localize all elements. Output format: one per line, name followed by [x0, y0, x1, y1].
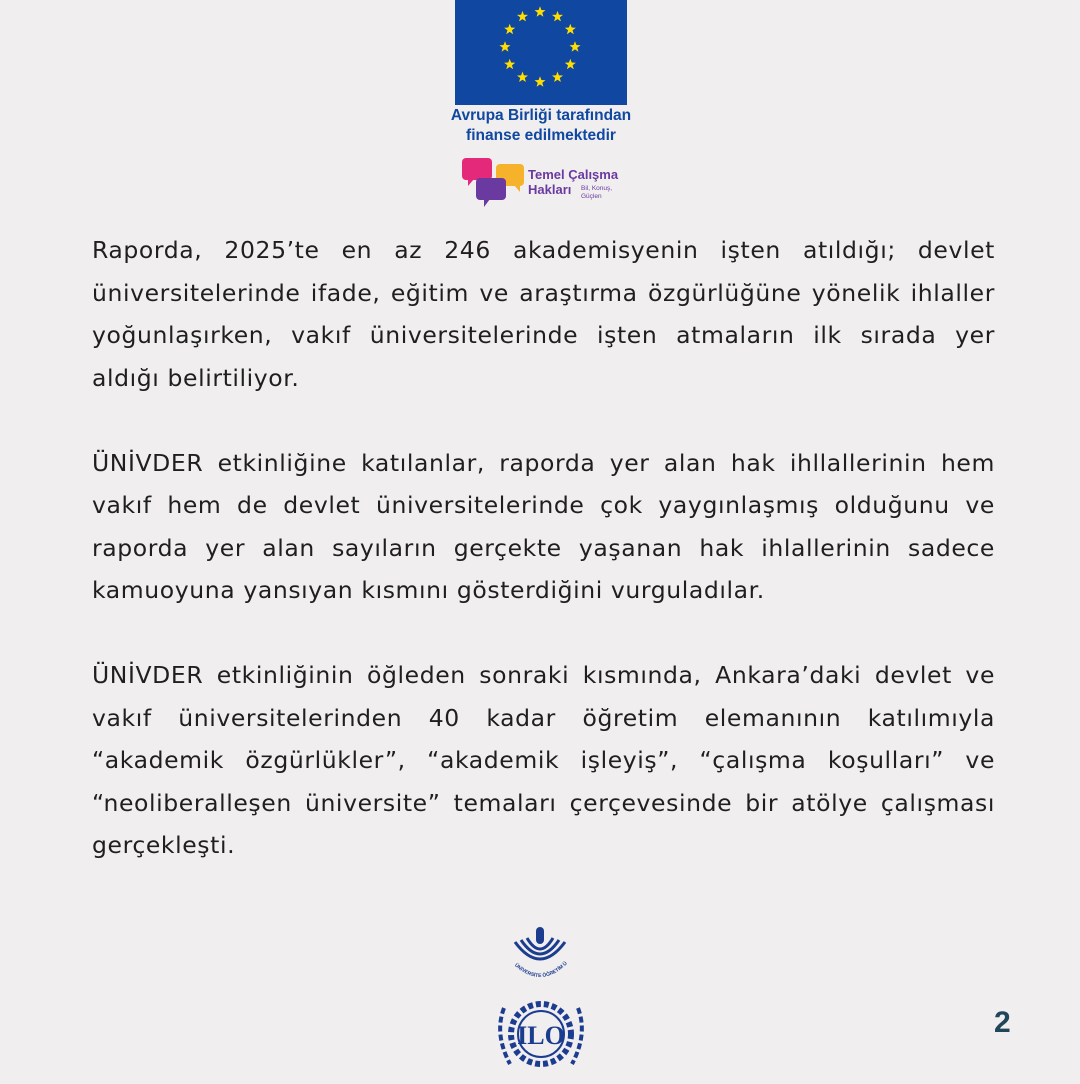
temel-calisma-haklari-logo: [460, 154, 630, 210]
eu-star-icon: [569, 41, 580, 51]
eu-funding-caption: [400, 106, 682, 146]
eu-caption-line1: Avrupa Birliği tarafından: [450, 107, 632, 124]
eu-star-icon: [517, 11, 528, 21]
article-body: [92, 229, 995, 867]
ilo-logo-icon: [490, 988, 592, 1080]
eu-star-icon: [534, 76, 545, 86]
eu-caption-line2: finanse edilmektedir: [466, 127, 616, 144]
eu-star-icon: [534, 6, 545, 16]
eu-star-icon: [565, 24, 576, 34]
univder-logo-icon: [505, 924, 575, 986]
ilo-logo-text: ILO: [517, 1021, 565, 1050]
eu-flag-icon: [455, 0, 627, 105]
paragraph: ÜNİVDER etkinliğine katılanlar, raporda yer alan hak ihllallerinin hem vakıf hem de devlet üniversitelerinde çok yaygınlaşmış olduğunu ve raporda yer alan sayıların gerçekte yaşanan hak ihlallerinin sadece kamuoyuna yansıyan kısmını gösterdiğini vurguladılar.: [92, 448, 995, 604]
eu-star-icon: [565, 59, 576, 69]
eu-star-icon: [499, 41, 510, 51]
page-number: 2: [994, 1006, 1011, 1039]
partner-title-line2: Hakları: [528, 182, 572, 197]
paragraph: Raporda, 2025’te en az 246 akademisyenin işten atıldığı; devlet üniversitelerinde ifade, eğitim ve araştırma özgürlüğüne yönelik ihlaller yoğunlaşırken, vakıf üniversitelerinde işten atmaların ilk sırada yer aldığı belirtiliyor.: [92, 236, 995, 392]
partner-title-line1: Temel Çalışma: [528, 167, 619, 182]
eu-star-icon: [552, 11, 563, 21]
eu-star-icon: [504, 24, 515, 34]
eu-star-icon: [552, 72, 563, 82]
speech-bubbles-icon: [460, 154, 526, 210]
partner-tagline: Bil, Konuş, Güçlen: [581, 185, 613, 200]
eu-star-icon: [517, 72, 528, 82]
univder-logo-text: ÜNİVERSİTE ÖĞRETİM Ü: [513, 960, 569, 980]
eu-star-icon: [504, 59, 515, 69]
paragraph: ÜNİVDER etkinliğinin öğleden sonraki kısmında, Ankara’daki devlet ve vakıf üniversitelerinden 40 kadar öğretim elemanının katılımıyla “akademik özgürlükler”, “akademik işleyiş”, “çalışma koşulları” ve “neoliberalleşen üniversite” temaları çerçevesinde bir atölye çalışması gerçekleşti.: [92, 661, 995, 859]
